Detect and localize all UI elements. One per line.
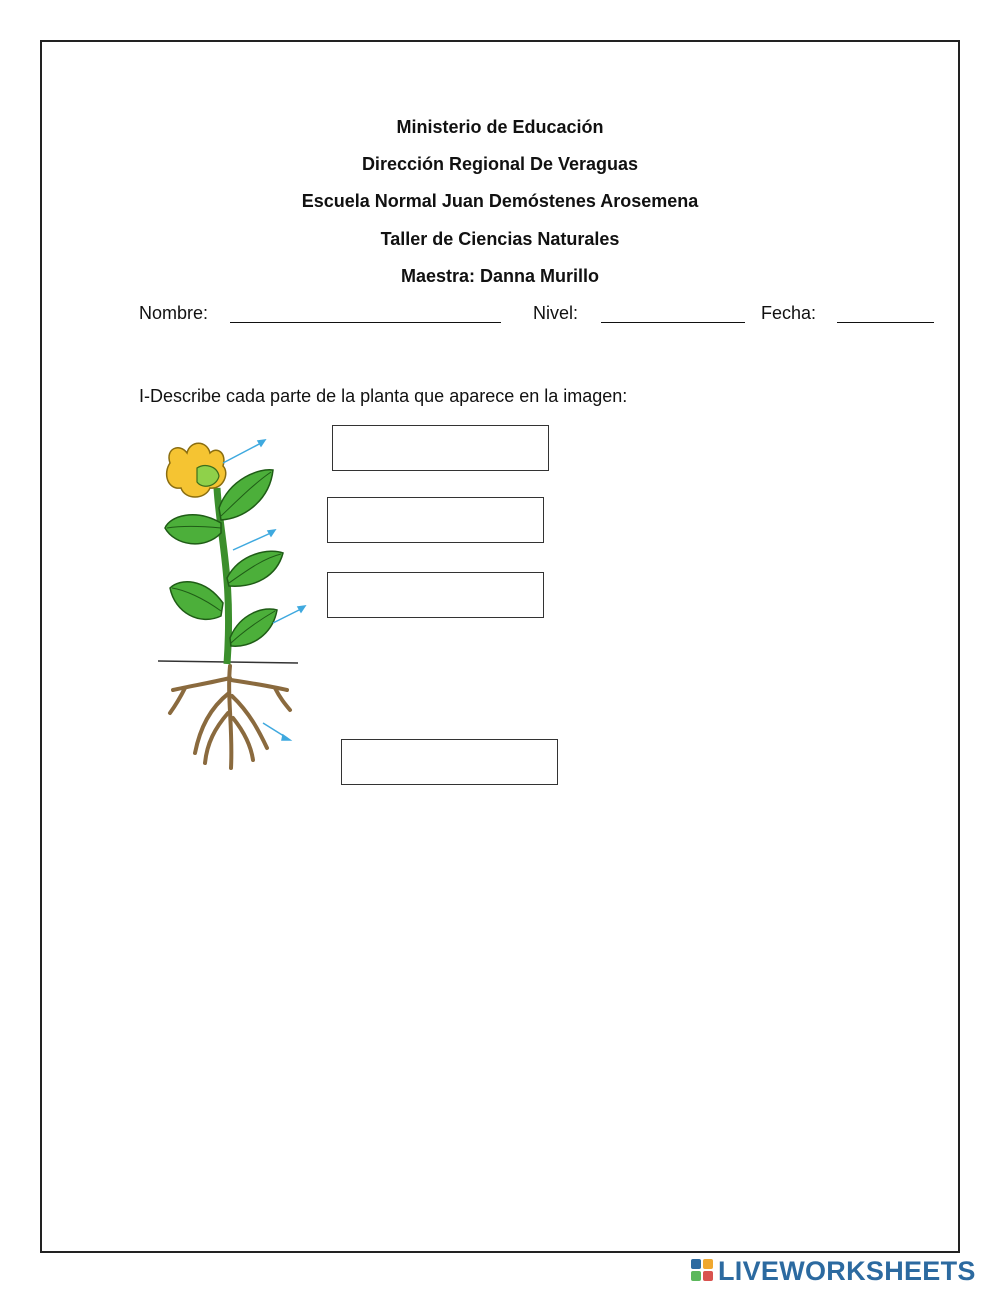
answer-box-flower[interactable] xyxy=(332,425,549,471)
answer-box-stem[interactable] xyxy=(327,572,544,618)
date-label: Fecha: xyxy=(761,303,817,323)
plant-diagram xyxy=(155,428,310,773)
ministry-title: Ministerio de Educación xyxy=(396,117,604,137)
level-label: Nivel: xyxy=(533,303,579,323)
teacher-name: Maestra: Danna Murillo xyxy=(400,266,600,286)
level-field[interactable] xyxy=(601,322,745,323)
workshop-title: Taller de Ciencias Naturales xyxy=(380,229,620,249)
brand-icon xyxy=(690,1258,716,1284)
answer-box-leaf[interactable] xyxy=(327,497,544,543)
roots-illustration xyxy=(170,666,290,768)
name-field[interactable] xyxy=(230,322,501,323)
brand-name: LIVEWORKSHEETS xyxy=(718,1256,976,1286)
regional-direction: Dirección Regional De Veraguas xyxy=(361,154,639,174)
name-label: Nombre: xyxy=(139,303,209,323)
date-field[interactable] xyxy=(837,322,934,323)
answer-box-root[interactable] xyxy=(341,739,558,785)
instruction-text: I-Describe cada parte de la planta que aparece en la imagen: xyxy=(139,386,628,406)
school-name: Escuela Normal Juan Demóstenes Arosemena xyxy=(301,191,699,211)
